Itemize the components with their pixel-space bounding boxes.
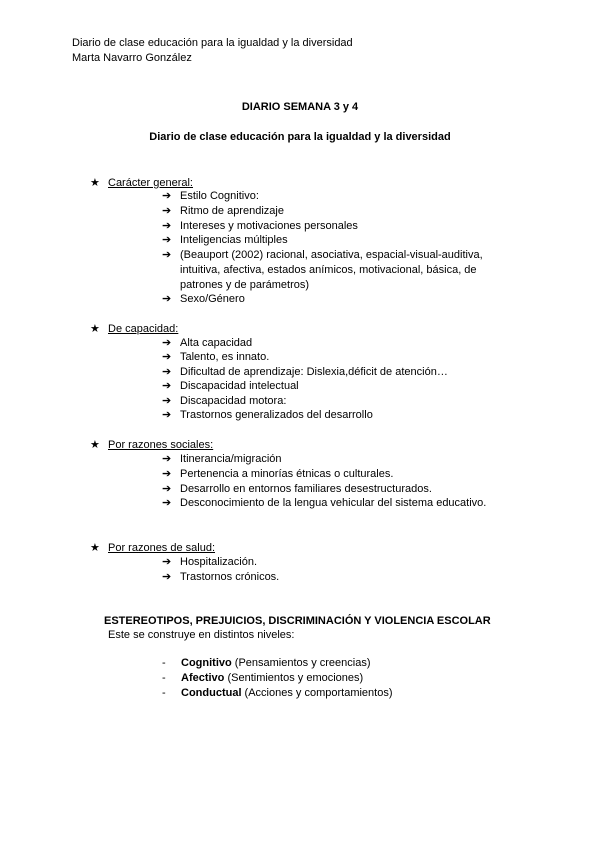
arrow-bullet-icon: ➔ <box>162 220 172 232</box>
category-razones-salud <box>90 541 215 554</box>
dash-bullet-icon: - <box>162 657 166 669</box>
list-item: ➔ Talento, es innato. <box>162 351 270 363</box>
arrow-bullet-icon: ➔ <box>162 380 172 392</box>
header-course-title: Diario de clase educación para la igualdad y la diversidad <box>72 37 353 49</box>
list-item: ➔ (Beauport (2002) racional, asociativa, espacial-visual-auditiva, intuitiva, afectiva, estados anímicos, motivacional, básica, de patrones y de parámetros) <box>162 249 483 291</box>
list-item: ➔ Dificultad de aprendizaje: Dislexia,déficit de atención… <box>162 366 448 378</box>
list-item: ➔ Pertenencia a minorías étnicas o culturales. <box>162 468 394 480</box>
list-item: ➔ Desarrollo en entornos familiares desestructurados. <box>162 483 432 495</box>
arrow-bullet-icon: ➔ <box>162 409 172 421</box>
list-item: ➔ Estilo Cognitivo: <box>162 190 259 202</box>
category-label: Por razones de salud: <box>108 542 216 554</box>
category-de-capacidad <box>90 322 178 335</box>
list-item: ➔ Inteligencias múltiples <box>162 234 288 246</box>
level-item: - Conductual (Acciones y comportamientos) <box>162 687 393 699</box>
category-label: Por razones sociales: <box>108 439 214 451</box>
arrow-bullet-icon: ➔ <box>162 497 172 509</box>
list-item: ➔ Sexo/Género <box>162 293 245 305</box>
star-bullet-icon: ★ <box>90 177 100 189</box>
list-item: ➔ Alta capacidad <box>162 337 253 349</box>
arrow-bullet-icon: ➔ <box>162 337 172 349</box>
arrow-bullet-icon: ➔ <box>162 234 172 246</box>
arrow-bullet-icon: ➔ <box>162 351 172 363</box>
arrow-bullet-icon: ➔ <box>162 556 172 568</box>
dash-bullet-icon: - <box>162 672 166 684</box>
list-item: ➔ Hospitalización. <box>162 556 258 568</box>
header-author: Marta Navarro González <box>72 52 192 64</box>
list-item: ➔ Discapacidad intelectual <box>162 380 299 392</box>
arrow-bullet-icon: ➔ <box>162 468 172 480</box>
star-bullet-icon: ★ <box>90 323 100 335</box>
arrow-bullet-icon: ➔ <box>162 293 172 305</box>
arrow-bullet-icon: ➔ <box>162 571 172 583</box>
list-item: ➔ Intereses y motivaciones personales <box>162 220 358 232</box>
list-item: ➔ Trastornos generalizados del desarrollo <box>162 409 373 421</box>
category-label: De capacidad: <box>108 323 179 335</box>
section-intro: Este se construye en distintos niveles: <box>108 629 295 641</box>
list-item: ➔ Itinerancia/migración <box>162 453 282 465</box>
arrow-bullet-icon: ➔ <box>162 395 172 407</box>
section-heading: ESTEREOTIPOS, PREJUICIOS, DISCRIMINACIÓN Y VIOLENCIA ESCOLAR <box>104 615 491 627</box>
category-razones-sociales <box>90 438 213 451</box>
arrow-bullet-icon: ➔ <box>162 453 172 465</box>
category-label: Carácter general: <box>108 177 193 189</box>
page-subtitle: Diario de clase educación para la igualdad y la diversidad <box>149 131 451 143</box>
dash-bullet-icon: - <box>162 687 166 699</box>
category-caracter-general <box>90 176 193 189</box>
arrow-bullet-icon: ➔ <box>162 190 172 202</box>
list-item: ➔ Discapacidad motora: <box>162 395 287 407</box>
list-item: ➔ Trastornos crónicos. <box>162 571 280 583</box>
page-title: DIARIO SEMANA 3 y 4 <box>241 101 359 113</box>
list-item: ➔ Ritmo de aprendizaje <box>162 205 284 217</box>
arrow-bullet-icon: ➔ <box>162 249 172 261</box>
level-item: - Afectivo (Sentimientos y emociones) <box>162 672 364 684</box>
list-item: ➔ Desconocimiento de la lengua vehicular del sistema educativo. <box>162 497 487 509</box>
arrow-bullet-icon: ➔ <box>162 366 172 378</box>
star-bullet-icon: ★ <box>90 542 100 554</box>
arrow-bullet-icon: ➔ <box>162 205 172 217</box>
level-item: - Cognitivo (Pensamientos y creencias) <box>162 657 371 669</box>
star-bullet-icon: ★ <box>90 439 100 451</box>
arrow-bullet-icon: ➔ <box>162 483 172 495</box>
